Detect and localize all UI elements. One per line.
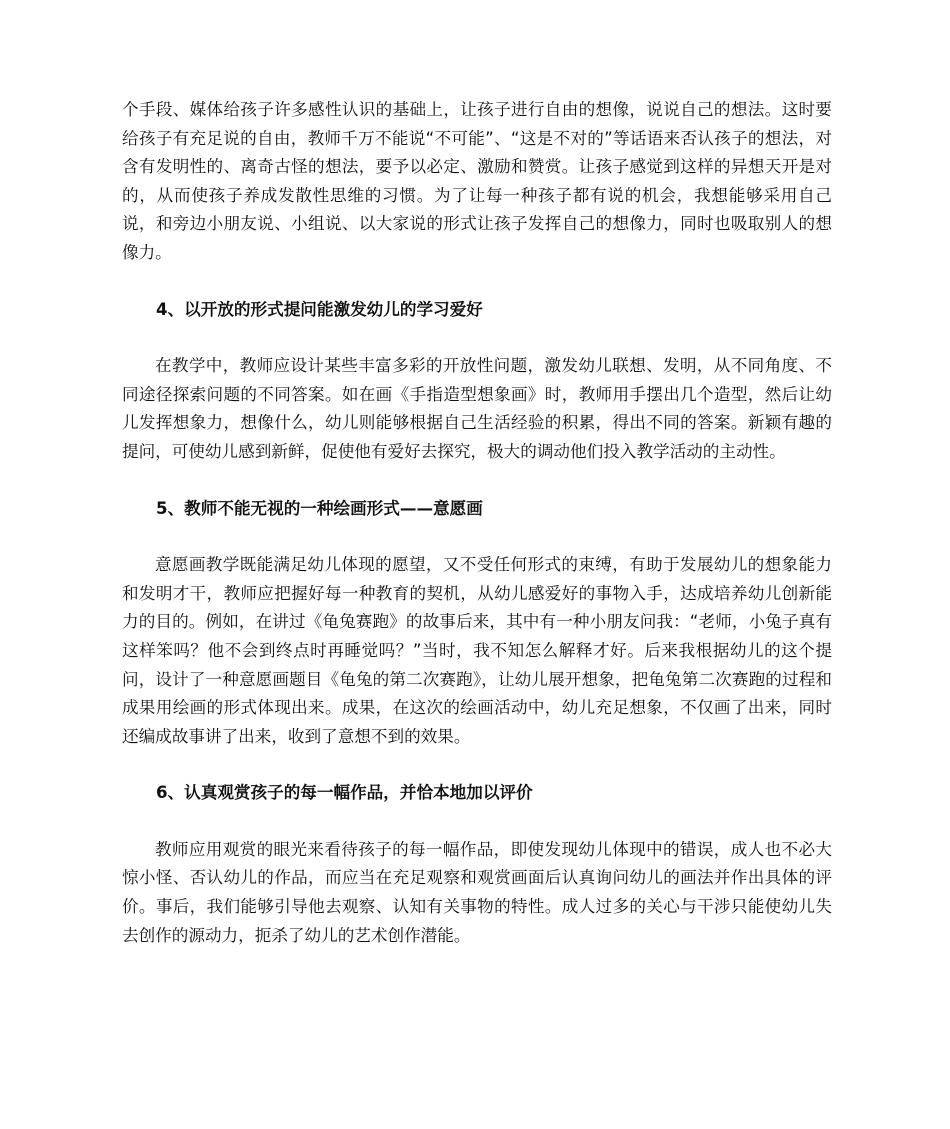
paragraph-continuation: 个手段、媒体给孩子许多感性认识的基础上，让孩子进行自由的想像，说说自己的想法。这时要给孩子有充足说的自由，教师千万不能说“不可能”、“这是不对的”等话语来否认孩子的想法，对含有发明性的、离奇古怪的想法，要予以必定、激励和赞赏。让孩子感觉到这样的异想天开是对的，从而使孩子养成发散性思维的习惯。为了让每一种孩子都有说的机会，我想能够采用自己说，和旁边小朋友说、小组说、以大家说的形式让孩子发挥自己的想像力，同时也吸取别人的想像力。 — [122, 100, 832, 262]
section-heading-6: 6、认真观赏孩子的每一幅作品，并恰本地加以评价 — [156, 783, 533, 803]
spacer — [122, 751, 832, 779]
section-heading-5: 5、教师不能无视的一种绘画形式——意愿画 — [156, 498, 483, 518]
spacer — [122, 467, 832, 495]
paragraph-section-6: 教师应用观赏的眼光来看待孩子的每一幅作品，即使发现幼儿体现中的错误，成人也不必大惊小怪、否认幼儿的作品，而应当在充足观察和观赏画面后认真询问幼儿的画法并作出具体的评价。事后，我们能够引导他去观察、认知有关事物的特性。成人过多的关心与干涉只能使幼儿失去创作的源动力，扼杀了幼儿的艺术创作潜能。 — [122, 839, 832, 945]
document-page — [122, 96, 832, 950]
paragraph-section-4: 在教学中，教师应设计某些丰富多彩的开放性问题，激发幼儿联想、发明，从不同角度、不同途径探索问题的不同答案。如在画《手指造型想象画》时，教师用手摆出几个造型，然后让幼儿发挥想象力，想像什么，幼儿则能够根据自己生活经验的积累，得出不同的答案。新颖有趣的提问，可使幼儿感到新鲜，促使他有爱好去探究，极大的调动他们投入教学活动的主动性。 — [122, 356, 832, 461]
spacer — [122, 268, 832, 296]
spacer — [122, 808, 832, 836]
paragraph-section-5: 意愿画教学既能满足幼儿体现的愿望，又不受任何形式的束缚，有助于发展幼儿的想象能力和发明才干，教师应把握好每一种教育的契机，从幼儿感爱好的事物入手，达成培养幼儿创新能力的目的。例如，在讲过《龟兔赛跑》的故事后来，其中有一种小朋友问我：“老师，小兔子真有这样笨吗？他不会到终点时再睡觉吗？”当时，我不知怎么解释才好。后来我根据幼儿的这个提问，设计了一种意愿画题目《龟兔的第二次赛跑》，让幼儿展开想象，把龟兔第二次赛跑的过程和成果用绘画的形式体现出来。成果，在这次的绘画活动中，幼儿充足想象，不仅画了出来，同时还编成故事讲了出来，收到了意想不到的效果。 — [122, 555, 832, 746]
section-heading-4: 4、以开放的形式提问能激发幼儿的学习爱好 — [156, 299, 483, 319]
spacer — [122, 324, 832, 352]
spacer — [122, 523, 832, 551]
